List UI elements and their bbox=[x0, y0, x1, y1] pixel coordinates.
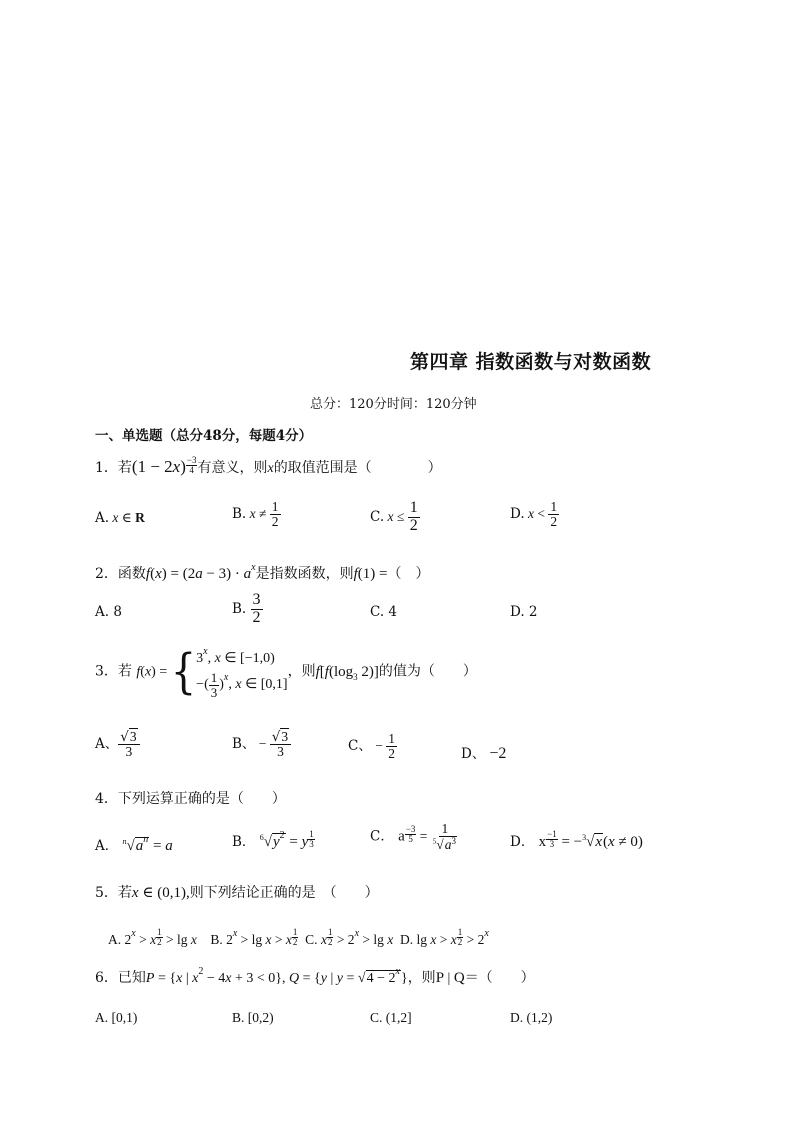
piecewise-cases: 3$^x$, x ∈ [−1,0) −( $\frac{1}{3}$ )$^x$, x ∈ [0,1] bbox=[196, 646, 288, 700]
option-b[interactable]: B. [0,2) bbox=[232, 1010, 274, 1025]
question-stem: 若 bbox=[117, 885, 132, 901]
option-a[interactable]: A. $2^x > x$ $\frac{1}{2}$ > lg x bbox=[108, 927, 197, 947]
math-expression: x ∈ (0,1), bbox=[131, 885, 190, 901]
question-stem: 若 bbox=[117, 460, 132, 476]
option-c[interactable]: C． a $\frac{-3}{5}$ = $\frac{1}{^5√a^3}$ bbox=[370, 821, 456, 853]
option-d[interactable]: D. (1,2) bbox=[510, 1010, 553, 1025]
option-d[interactable]: D、 −2 bbox=[461, 745, 507, 762]
question-stem: 则下列结论正确的是 （ ） bbox=[189, 885, 379, 901]
question-stem: 有意义，则 bbox=[197, 460, 268, 476]
question-stem: 已知 bbox=[117, 970, 146, 986]
option-c[interactable]: C. x ≤ $\frac{1}{2}$ bbox=[370, 499, 418, 534]
question-stem: 若 bbox=[117, 663, 132, 680]
question-6: 6．已知P = {x | $x^2 - 4x + 3 < 0$}, Q = {y | $y = √4 - 2^x$}，则P | Q＝（ ） bbox=[95, 966, 535, 986]
brace-icon: { bbox=[170, 644, 197, 700]
question-stem: （ ） bbox=[387, 566, 430, 582]
option-d[interactable]: D. 2 bbox=[510, 604, 538, 620]
option-b[interactable]: B. x ≠ $\frac{1}{2}$ bbox=[232, 499, 279, 530]
question-number: 3． bbox=[95, 663, 118, 680]
question-number: 6． bbox=[95, 970, 118, 986]
chapter-title: 第四章 指数函数与对数函数 bbox=[410, 351, 652, 373]
option-d[interactable]: D． x $\frac{-1}{3}$ = −$^3$√x(x ≠ 0) bbox=[510, 829, 643, 850]
math-expression: (1 − 2x) bbox=[131, 457, 186, 476]
exam-info: 总分：120分时间：120分钟 bbox=[310, 397, 477, 412]
question-stem: 的取值范围是（ ） bbox=[273, 460, 442, 476]
section-heading: 一、单选题（总分48分，每题4分） bbox=[95, 428, 313, 444]
math-expression: f(x) = bbox=[136, 664, 171, 680]
option-d[interactable]: D. lg x > x $\frac{1}{2}$ > $2^x$ bbox=[400, 927, 489, 947]
question-3: 3．若 f(x) = { 3$^x$, x ∈ [−1,0) −( $\frac{1}{3}$ )$^x$, x ∈ [0,1] ，则$f[f(\log_3$ 2)]的值为（ ） bbox=[95, 644, 477, 700]
question-stem: ，则 bbox=[407, 970, 436, 986]
question-stem: 下列运算正确的是（ ） bbox=[117, 791, 286, 807]
option-b[interactable]: B、 − $\frac{√3}{3}$ bbox=[232, 730, 291, 759]
option-b[interactable]: B． $^6√y^2 = y$ $\frac{1}{3}$ bbox=[232, 829, 314, 850]
option-c[interactable]: C. (1,2] bbox=[370, 1010, 412, 1025]
question-stem: ＝（ ） bbox=[464, 970, 535, 986]
question-number: 5． bbox=[95, 885, 118, 901]
option-d[interactable]: D. x < $\frac{1}{2}$ bbox=[510, 499, 558, 530]
question-number: 1． bbox=[95, 460, 118, 476]
option-a[interactable]: A. 8 bbox=[95, 604, 122, 620]
option-c[interactable]: C. x $\frac{1}{2}$ > $2^x > \lg x$ bbox=[305, 927, 394, 947]
question-1: 1．若(1 − 2x) $\frac{-3}{4}$ 有意义，则x的取值范围是（ ） bbox=[95, 455, 442, 476]
option-row-5 bbox=[108, 928, 489, 948]
option-a[interactable]: A、 $\frac{√3}{3}$ bbox=[95, 730, 140, 759]
question-4 bbox=[95, 788, 286, 808]
option-b[interactable]: B. $\frac{3}{2}$ bbox=[232, 591, 261, 626]
math-expression: f(x) = (2a − 3) · a bbox=[145, 566, 252, 582]
option-b[interactable]: B. $2^x > \lg x > x$ $\frac{1}{2}$ bbox=[210, 927, 298, 947]
math-expression: P = {x | $x^2 - 4x + 3 < 0$}, Q = {y | $y = √4 - 2^x$} bbox=[145, 966, 408, 986]
question-stem: 是指数函数，则 bbox=[255, 566, 354, 582]
question-stem: 的值为（ ） bbox=[378, 663, 477, 680]
question-5 bbox=[95, 882, 379, 902]
question-number: 2． bbox=[95, 566, 118, 582]
option-a[interactable]: A. [0,1) bbox=[95, 1010, 138, 1025]
question-2: 2．函数$f(x) = (2a - 3) \cdot a^x$是指数函数，则f(1) =（ ） bbox=[95, 562, 430, 582]
option-c[interactable]: C、 − $\frac{1}{2}$ bbox=[348, 731, 395, 762]
option-c[interactable]: C. 4 bbox=[370, 604, 398, 620]
question-stem: 函数 bbox=[117, 566, 146, 582]
question-number: 4． bbox=[95, 791, 118, 807]
option-a[interactable]: A. x ∈ R bbox=[95, 510, 145, 526]
question-stem: ，则 bbox=[287, 663, 316, 680]
math-exponent: $\frac{-3}{4}$ bbox=[186, 455, 197, 475]
option-a[interactable]: A． $^n√a^n = a$ bbox=[95, 834, 173, 854]
